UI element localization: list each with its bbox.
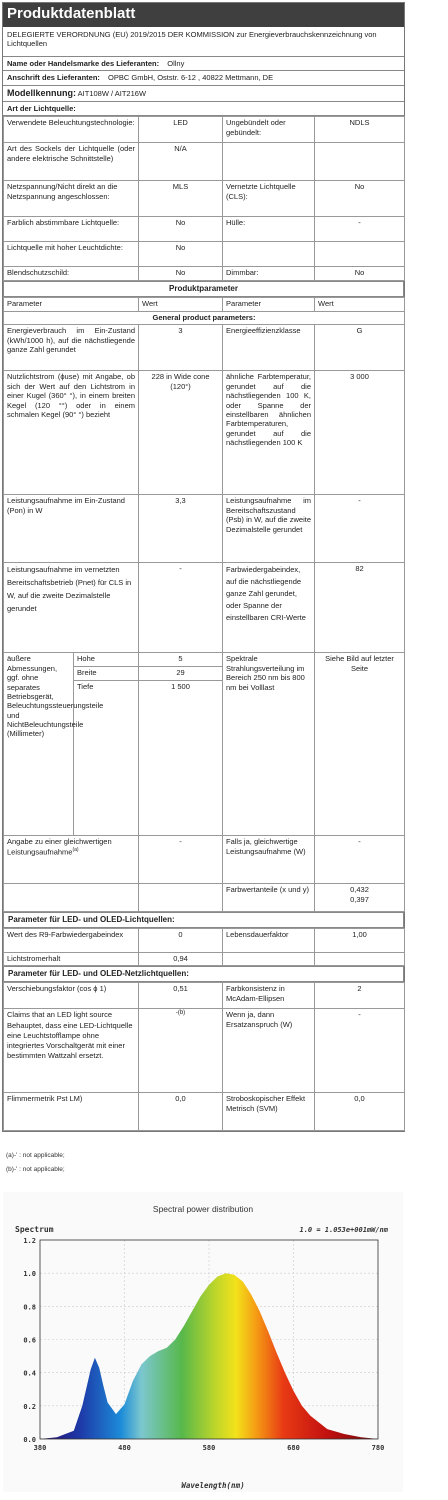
chart-title: Spectral power distribution <box>152 1204 254 1214</box>
param-label: Stroboskopischer Effekt Metrisch (SVM) <box>223 1093 315 1131</box>
type-row-value <box>315 242 405 267</box>
param-label: Spektrale Strahlungsverteilung im Bereich 250 nm bis 800 nm bei Volllast <box>223 653 315 836</box>
table-row <box>4 143 405 181</box>
table-row <box>4 836 405 884</box>
type-row-value: No <box>139 267 223 281</box>
table-row <box>4 563 405 653</box>
param-label: Farbwertanteile (x und y) <box>223 884 315 912</box>
param-value: - <box>139 836 223 884</box>
param-label: Energieverbrauch im Ein-Zustand (kWh/1000 h), auf die nächstliegende ganze Zahl gerundet <box>4 325 139 371</box>
param-value: 3 000 <box>315 371 405 495</box>
param-label: Farbkonsistenz in McAdam-Ellipsen <box>223 983 315 1009</box>
param-value: 0,0 <box>139 1093 223 1131</box>
supplier-address-label: Anschrift des Lieferanten: <box>7 73 100 83</box>
supplier-name-row <box>3 57 404 71</box>
col-header: Parameter <box>4 298 139 312</box>
param-value <box>315 884 405 912</box>
param-label: Verschiebungsfaktor (cos ϕ 1) <box>4 983 139 1009</box>
param-value: 0 <box>139 929 223 953</box>
dim-value: 29 <box>139 667 223 681</box>
type-row-value: MLS <box>139 181 223 217</box>
col-header: Parameter <box>223 298 315 312</box>
datasheet <box>2 2 405 1132</box>
col-header: Wert <box>139 298 223 312</box>
chart-xlabel: Wavelength(nm) <box>181 1481 245 1490</box>
color-x-value: 0,432 <box>350 885 369 895</box>
type-row-label: Dimmbar: <box>223 267 315 281</box>
type-row-label: Netzspannung/Nicht direkt an die Netzspannung angeschlossen: <box>4 181 139 217</box>
chart-annotation: 1.0 = 1.053e+001mW/nm <box>299 1226 388 1234</box>
x-tick-label: 680 <box>287 1444 300 1452</box>
table-row <box>4 181 405 217</box>
supplier-address-value: OPBC GmbH, Oststr. 6-12 , 40822 Mettmann, DE <box>108 73 274 83</box>
param-label: Wenn ja, dann Ersatzanspruch (W) <box>223 1009 315 1093</box>
param-value: Siehe Bild auf letzter Seite <box>315 653 405 836</box>
param-value: G <box>315 325 405 371</box>
param-label: Lichtstromerhalt <box>4 953 139 966</box>
param-label <box>4 836 139 884</box>
supplier-name-value: Ollny <box>167 59 185 68</box>
table-row <box>4 1093 405 1131</box>
color-y-value: 0,397 <box>350 894 369 904</box>
y-tick-label: 0.8 <box>23 1303 36 1312</box>
netz-table <box>3 982 405 1131</box>
type-row-label: Blendschutzschild: <box>4 267 139 281</box>
equivalent-label: Angabe zu einer gleichwertigen Leistungsaufnahme <box>7 837 112 857</box>
y-tick-label: 0.4 <box>23 1369 36 1378</box>
type-row-label: Farblich abstimmbare Lichtquelle: <box>4 217 139 242</box>
param-value: 0,0 <box>315 1093 405 1131</box>
spectrum-chart <box>3 1192 403 1492</box>
y-tick-label: 0.0 <box>23 1436 36 1444</box>
dim-key: Tiefe <box>74 681 139 836</box>
param-value <box>315 953 405 966</box>
param-value: 3,3 <box>139 495 223 563</box>
param-label: Farbwiedergabeindex, auf die nächstliegende ganze Zahl gerundet, oder Spanne der einstellbaren CRI-Werte <box>223 563 315 653</box>
dimensions-label: äußere Abmessungen, ggf. ohne separates Betriebsgerät, Beleuchtungssteuerungsteile und NichtBeleuchtungsteile (Millimeter) <box>4 653 74 836</box>
x-tick-label: 580 <box>202 1444 216 1452</box>
type-row-value: No <box>139 217 223 242</box>
table-row <box>4 983 405 1009</box>
type-row-value <box>315 143 405 181</box>
regulation-intro: DELEGIERTE VERORDNUNG (EU) 2019/2015 DER KOMMISSION zur Energieverbrauchskennzeichnung von Lichtquellen <box>3 27 404 57</box>
type-row-label: Vernetzte Lichtquelle (CLS): <box>223 181 315 217</box>
table-row <box>4 117 405 143</box>
type-row-label <box>223 242 315 267</box>
dim-key: Breite <box>74 667 139 681</box>
footnote-b: (b)-' : not applicable; <box>6 1166 65 1173</box>
table-row <box>4 495 405 563</box>
chart-ylabel: Spectrum <box>15 1225 54 1234</box>
type-row-label: Lichtquelle mit hoher Leuchtdichte: <box>4 242 139 267</box>
param-value: 0,94 <box>139 953 223 966</box>
param-value: - <box>315 1009 405 1093</box>
type-row-label: Verwendete Beleuchtungstechnologie: <box>4 117 139 143</box>
dim-value: 1 500 <box>139 681 223 836</box>
param-label <box>223 953 315 966</box>
params-section-title: Produktparameter <box>3 281 404 297</box>
param-label: Leistungsaufnahme im Ein-Zustand (Pon) in W <box>4 495 139 563</box>
type-row-value: No <box>139 242 223 267</box>
table-row <box>4 217 405 242</box>
table-row <box>4 929 405 953</box>
footnote-a: (a)-' : not applicable; <box>6 1152 65 1159</box>
general-params-title: General product parameters: <box>4 312 405 325</box>
type-row-value: NDLS <box>315 117 405 143</box>
col-header: Wert <box>315 298 405 312</box>
led-table <box>3 928 405 966</box>
param-label: Nutzlichtstrom (ϕuse) mit Angabe, ob sich der Wert auf den Lichtstrom in einer Kugel (360° °), in einem breiten Kegel (120 °°) oder in einem schmalen Kegel (90° °) bezieht <box>4 371 139 495</box>
type-row-label: Art des Sockels der Lichtquelle (oder andere elektrische Schnittstelle) <box>4 143 139 181</box>
page-title: Produktdatenblatt <box>3 3 404 27</box>
table-row <box>4 653 405 667</box>
y-tick-label: 0.6 <box>23 1336 36 1345</box>
y-tick-label: 1.0 <box>23 1270 36 1279</box>
param-label: ähnliche Farbtemperatur, gerundet auf die nächstliegenden 100 K, oder Spanne der einstellbaren ähnlichen Farbtemperaturen, gerundet auf die nächstliegenden 100 K <box>223 371 315 495</box>
type-row-value: N/A <box>139 143 223 181</box>
table-row <box>4 267 405 281</box>
supplier-address-row <box>3 71 404 85</box>
y-tick-label: 1.2 <box>23 1237 36 1245</box>
type-row-label <box>223 143 315 181</box>
type-row-value: No <box>315 267 405 281</box>
spectrum-chart-svg <box>3 1192 403 1492</box>
y-tick-label: 0.2 <box>23 1402 36 1411</box>
x-tick-label: 380 <box>33 1444 47 1452</box>
table-row <box>4 884 405 912</box>
param-value: - <box>315 836 405 884</box>
table-row <box>4 1009 405 1093</box>
param-value: -(b) <box>139 1009 223 1093</box>
model-value: AIT108W / AIT216W <box>77 88 147 98</box>
param-value: 82 <box>315 563 405 653</box>
param-value: - <box>139 563 223 653</box>
type-row-value: LED <box>139 117 223 143</box>
param-label: Wert des R9-Farbwiedergabeindex <box>4 929 139 953</box>
param-value: - <box>315 495 405 563</box>
param-label: Leistungsaufnahme im Bereitschaftszustand (Psb) in W, auf die zweite Dezimalstelle gerundet <box>223 495 315 563</box>
type-row-label: Hülle: <box>223 217 315 242</box>
param-label: Falls ja, gleichwertige Leistungsaufnahme (W) <box>223 836 315 884</box>
table-row <box>4 242 405 267</box>
param-value: 228 in Wide cone (120°) <box>139 371 223 495</box>
led-section-title: Parameter für LED- und OLED-Lichtquellen: <box>3 912 404 928</box>
param-label: Flimmermetrik Pst LM) <box>4 1093 139 1131</box>
table-row <box>4 298 405 312</box>
dim-value: 5 <box>139 653 223 667</box>
type-row-label: Ungebündelt oder gebündelt: <box>223 117 315 143</box>
type-section-label: Art der Lichtquelle: <box>7 104 76 113</box>
table-row <box>4 953 405 966</box>
type-row-value: - <box>315 217 405 242</box>
dim-key: Hohe <box>74 653 139 667</box>
param-label: Claims that an LED light source Behauptet, dass eine LED-Lichtquelle eine Leuchtstofflampe ohne integriertes Vorschaltgerät mit einer bestimmten Wattzahl ersetzt. <box>4 1009 139 1093</box>
table-row <box>4 312 405 325</box>
table-row <box>4 325 405 371</box>
supplier-name-label: Name oder Handelsmarke des Lieferanten: <box>7 59 160 68</box>
param-value: 2 <box>315 983 405 1009</box>
param-label: Leistungsaufnahme im vernetzten Bereitschaftsbetrieb (Pnet) für CLS in W, auf die zweite Dezimalstelle gerundet <box>4 563 139 653</box>
param-label: Lebensdauerfaktor <box>223 929 315 953</box>
type-table <box>3 116 405 281</box>
param-value: 1,00 <box>315 929 405 953</box>
footnote-mark: (a) <box>72 846 79 853</box>
x-tick-label: 480 <box>118 1444 131 1452</box>
table-row <box>4 371 405 495</box>
params-table <box>3 297 405 912</box>
type-row-value: No <box>315 181 405 217</box>
param-value: 0,51 <box>139 983 223 1009</box>
model-label: Modellkennung: <box>7 87 76 98</box>
type-section-row <box>3 102 404 116</box>
model-row <box>3 86 404 102</box>
param-label: Energieeffizienzklasse <box>223 325 315 371</box>
param-value: 3 <box>139 325 223 371</box>
x-tick-label: 780 <box>371 1444 385 1452</box>
netz-section-title: Parameter für LED- und OLED-Netzlichtquellen: <box>3 966 404 982</box>
